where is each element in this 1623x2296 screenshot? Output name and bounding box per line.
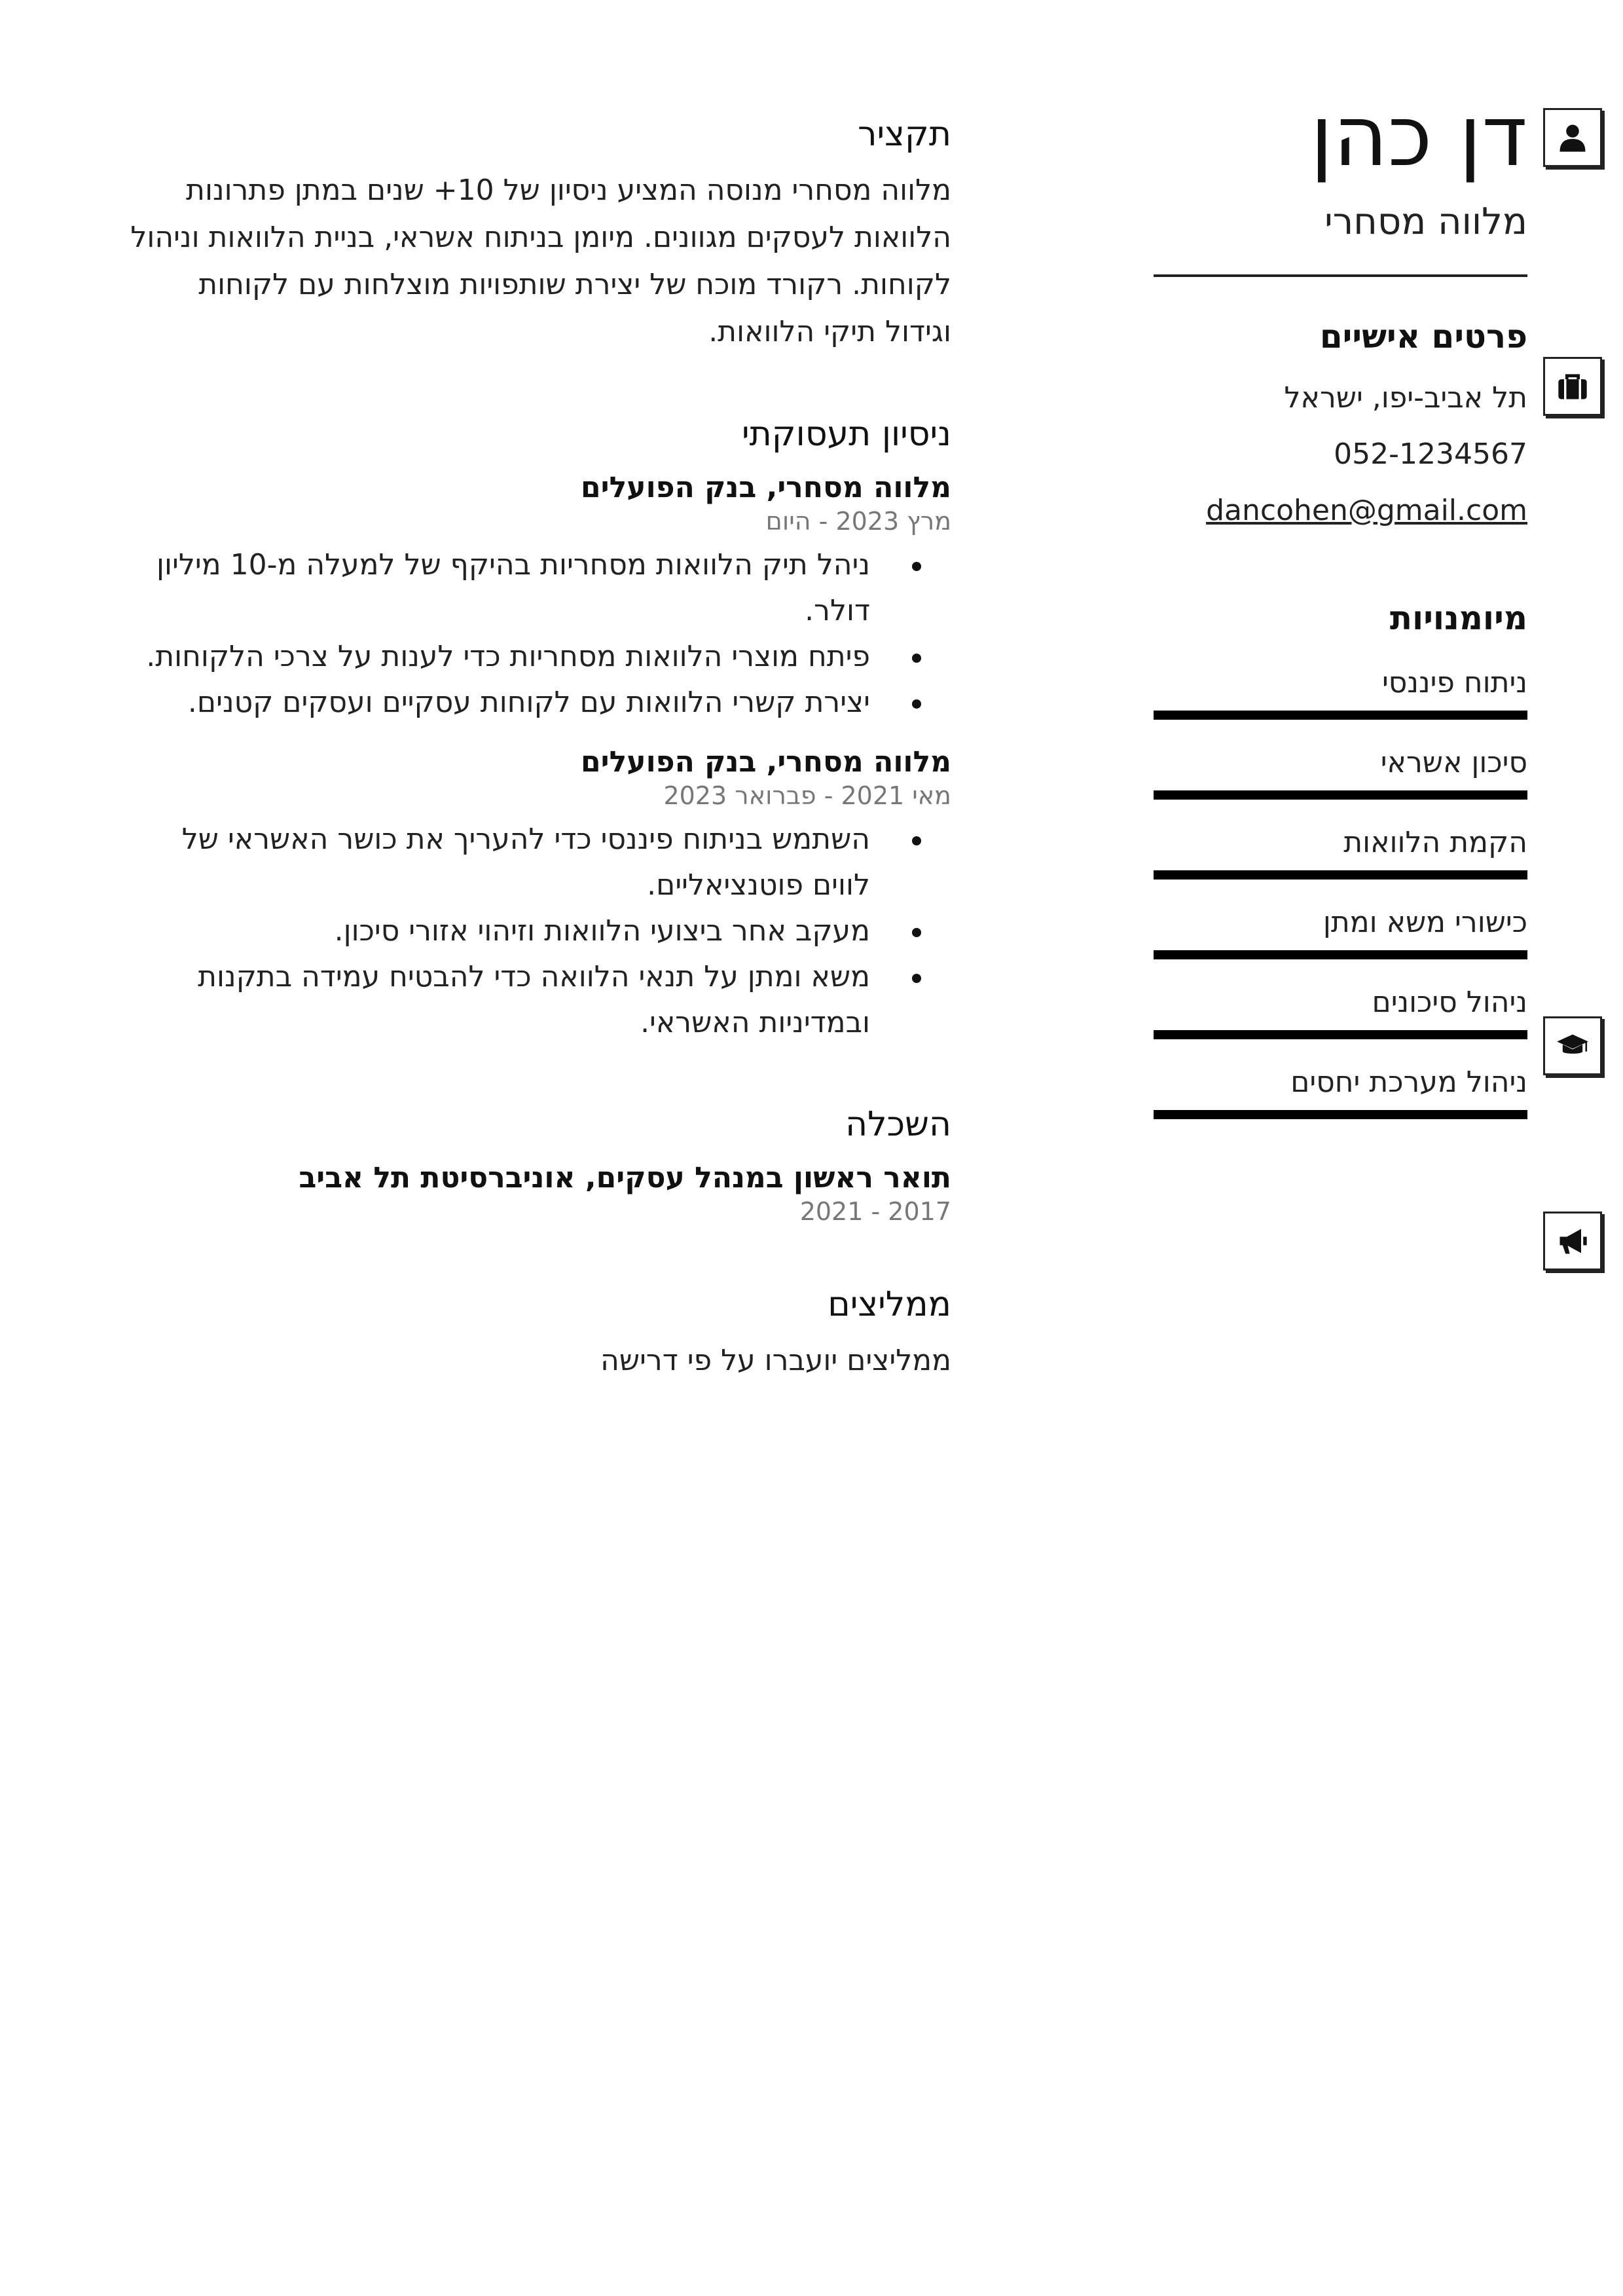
skills-list bbox=[1154, 662, 1527, 1141]
skill-name: הקמת הלוואות bbox=[1343, 826, 1527, 859]
list-item: השתמש בניתוח פיננסי כדי להעריך את כושר האשראי של לווים פוטנציאליים. bbox=[128, 817, 870, 908]
job-bullets bbox=[128, 817, 951, 1046]
location: תל אביב-יפו, ישראל bbox=[1284, 381, 1527, 415]
user-icon bbox=[1543, 108, 1602, 167]
list-item: מעקב אחר ביצועי הלוואות וזיהוי אזורי סיכון. bbox=[128, 908, 870, 954]
candidate-job-title: מלווה מסחרי bbox=[1324, 200, 1527, 243]
skill-level-bar bbox=[1154, 1030, 1527, 1039]
skill-item bbox=[1154, 1062, 1527, 1141]
email-link[interactable]: dancohen@gmail.com bbox=[1206, 494, 1527, 527]
sidebar bbox=[1154, 88, 1527, 1141]
phone: 052-1234567 bbox=[1334, 437, 1527, 471]
job-title: מלווה מסחרי, בנק הפועלים bbox=[581, 745, 951, 779]
job-entry bbox=[128, 471, 951, 726]
list-item: ניהל תיק הלוואות מסחריות בהיקף של למעלה מ-10 מיליון דולר. bbox=[128, 542, 870, 634]
list-item: יצירת קשרי הלוואות עם לקוחות עסקיים ועסקים קטנים. bbox=[128, 680, 870, 726]
education-section bbox=[128, 1105, 951, 1226]
summary-heading: תקציר bbox=[858, 115, 951, 154]
job-entry bbox=[128, 745, 951, 1046]
list-item: פיתח מוצרי הלוואות מסחריות כדי לענות על צרכי הלקוחות. bbox=[128, 634, 870, 680]
skill-name: סיכון אשראי bbox=[1380, 746, 1527, 779]
experience-heading: ניסיון תעסוקתי bbox=[741, 415, 951, 454]
skill-name: כישורי משא ומתן bbox=[1322, 906, 1527, 939]
candidate-name: דן כהן bbox=[1310, 88, 1527, 185]
skill-item bbox=[1154, 822, 1527, 902]
experience-section bbox=[128, 415, 951, 1046]
skill-item bbox=[1154, 982, 1527, 1062]
job-dates: מרץ 2023 - היום bbox=[765, 507, 951, 536]
references-text: ממליצים יועברו על פי דרישה bbox=[600, 1344, 951, 1377]
graduation-cap-icon bbox=[1543, 1016, 1602, 1075]
sidebar-divider bbox=[1154, 274, 1527, 277]
job-dates: מאי 2021 - פברואר 2023 bbox=[663, 781, 951, 810]
skill-name: ניתוח פיננסי bbox=[1381, 666, 1527, 699]
briefcase-icon bbox=[1543, 357, 1602, 416]
main-content bbox=[128, 115, 951, 1384]
skill-item bbox=[1154, 662, 1527, 742]
skill-level-bar bbox=[1154, 1110, 1527, 1119]
skills-heading: מיומנויות bbox=[1389, 599, 1527, 637]
education-heading: השכלה bbox=[845, 1105, 951, 1144]
summary-section bbox=[128, 115, 951, 356]
skill-level-bar bbox=[1154, 711, 1527, 720]
degree-title: תואר ראשון במנהל עסקים, אוניברסיטת תל אביב bbox=[299, 1161, 951, 1194]
skill-item bbox=[1154, 742, 1527, 822]
education-dates: 2017 - 2021 bbox=[799, 1197, 951, 1226]
skill-name: ניהול סיכונים bbox=[1372, 986, 1527, 1019]
references-heading: ממליצים bbox=[828, 1285, 951, 1324]
skill-name: ניהול מערכת יחסים bbox=[1290, 1065, 1527, 1099]
skill-level-bar bbox=[1154, 950, 1527, 959]
skill-level-bar bbox=[1154, 870, 1527, 880]
skill-level-bar bbox=[1154, 790, 1527, 800]
personal-details bbox=[1154, 370, 1527, 539]
job-bullets bbox=[128, 542, 951, 726]
megaphone-icon bbox=[1543, 1212, 1602, 1270]
skill-item bbox=[1154, 902, 1527, 982]
list-item: משא ומתן על תנאי הלוואה כדי להבטיח עמידה בתקנות ובמדיניות האשראי. bbox=[128, 954, 870, 1046]
personal-details-heading: פרטים אישיים bbox=[1319, 318, 1527, 356]
summary-text: מלווה מסחרי מנוסה המציע ניסיון של 10+ שנים במתן פתרונות הלוואות לעסקים מגוונים. מיומן בניתוח אשראי, בניית הלוואות וניהול לקוחות. רקורד מוכח של יצירת שותפויות מוצלחות עם לקוחות וגידול תיקי הלוואות. bbox=[130, 174, 951, 348]
references-section bbox=[128, 1285, 951, 1384]
job-title: מלווה מסחרי, בנק הפועלים bbox=[581, 471, 951, 504]
